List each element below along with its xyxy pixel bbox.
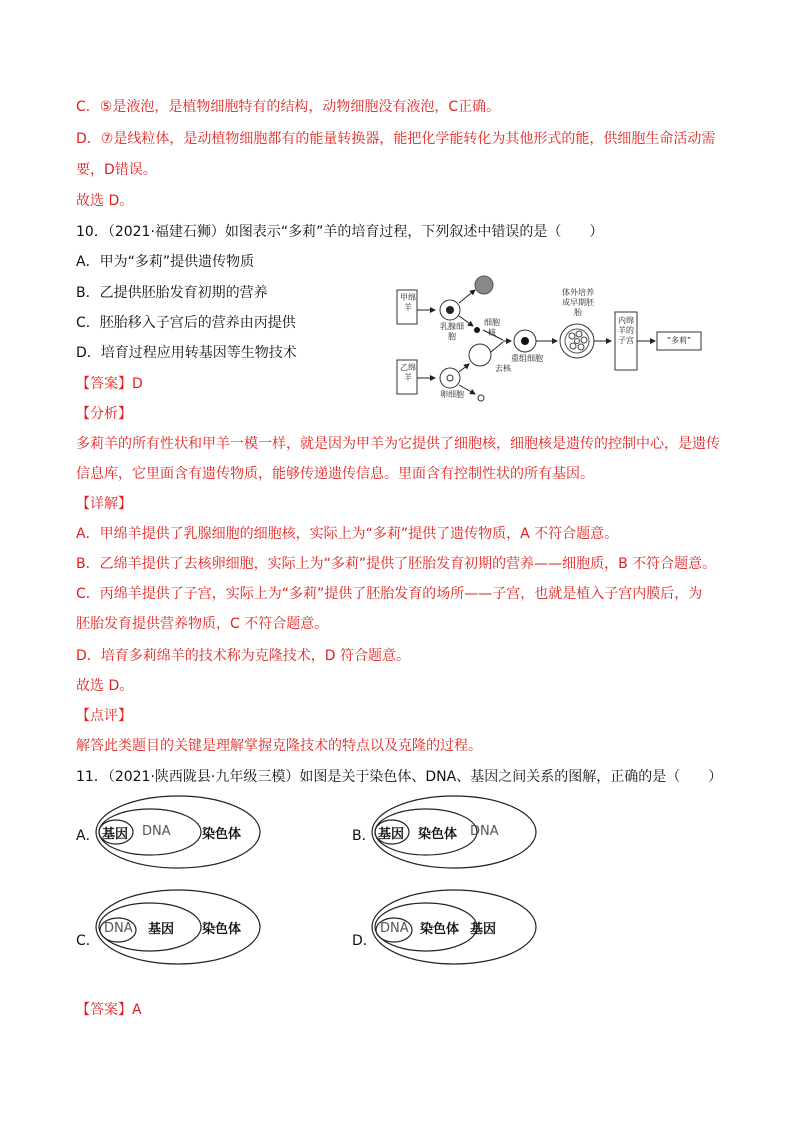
egg-cell-label: 卵细胞 xyxy=(440,390,464,399)
q11-option-c-letter: C． xyxy=(76,933,100,949)
q11-b-middle: 染色体 xyxy=(418,827,458,842)
q10-choose: 故选 D。 xyxy=(76,678,134,694)
q11-answer-tag: 【答案】 xyxy=(76,1002,132,1018)
prev-choose: 故选 D。 xyxy=(76,193,134,209)
q10-detail-c1: C．丙绵羊提供了子宫，实际上为“多莉”提供了胚胎发育的场所——子宫，也就是植入子宫内膜后，为 xyxy=(76,586,703,602)
q11-number: 11． xyxy=(76,769,108,785)
q11-stem: 如图是关于染色体、DNA、基因之间关系的图解，正确的是（ ） xyxy=(299,769,723,785)
q11-option-c-diagram xyxy=(94,888,264,966)
implant-label: 内绵羊的子宫 xyxy=(618,316,634,345)
q11-c-inner: DNA xyxy=(104,921,133,936)
q11-c-outer: 染色体 xyxy=(202,922,242,937)
q10-source: （2021·福建石狮） xyxy=(107,224,225,240)
q10-stem: 如图表示“多莉”羊的培育过程，下列叙述中错误的是（ ） xyxy=(224,224,604,240)
q11-a-middle: DNA xyxy=(142,824,171,839)
prev-option-d-line1: D．⑦是线粒体，是动植物细胞都有的能量转换器，能把化学能转化为其他形式的能，供细胞生命活动需 xyxy=(76,131,716,147)
q11-option-b-diagram xyxy=(370,794,540,870)
q11-c-middle: 基因 xyxy=(148,922,175,937)
q10-option-d: D．培育过程应用转基因等生物技术 xyxy=(76,345,297,361)
q10-answer xyxy=(76,374,143,394)
q11-option-a-letter: A． xyxy=(76,828,100,844)
q11-b-outer: DNA xyxy=(470,824,499,839)
q10-answer-value: D xyxy=(132,376,143,392)
sheep-b-label: 乙绵羊 xyxy=(400,363,416,382)
q10-stem-line xyxy=(76,222,603,242)
q10-option-b: B．乙提供胚胎发育初期的营养 xyxy=(76,285,268,301)
q10-option-c: C．胚胎移入子宫后的营养由丙提供 xyxy=(76,315,296,331)
prev-option-d-line2: 要，D错误。 xyxy=(76,162,157,178)
q11-stem-line xyxy=(76,767,722,787)
q10-analysis-line1: 多莉羊的所有性状和甲羊一模一样，就是因为甲羊为它提供了细胞核，细胞核是遗传的控制中心，是遗传 xyxy=(76,436,720,452)
q11-option-d-diagram xyxy=(370,888,540,966)
q10-answer-tag: 【答案】 xyxy=(76,376,132,392)
q10-detail-c2: 胚胎发育提供营养物质，C 不符合题意。 xyxy=(76,616,329,632)
q11-answer xyxy=(76,1000,142,1020)
q10-detail-tag: 【详解】 xyxy=(76,496,132,512)
q11-d-inner: DNA xyxy=(380,921,409,936)
q11-option-d-letter: D． xyxy=(352,933,377,949)
q11-answer-value: A xyxy=(132,1002,142,1018)
q10-comment-tag: 【点评】 xyxy=(76,708,132,724)
nucleus-label: 细胞核 xyxy=(484,318,500,337)
q10-detail-b: B．乙绵羊提供了去核卵细胞，实际上为“多莉”提供了胚胎发育初期的营养——细胞质，B 不符合题意。 xyxy=(76,556,717,572)
q10-option-a: A．甲为“多莉”提供遗传物质 xyxy=(76,254,255,270)
q10-detail-d: D．培育多莉绵羊的技术称为克隆技术，D 符合题意。 xyxy=(76,648,411,664)
q10-number: 10． xyxy=(76,224,108,240)
q11-d-middle: 染色体 xyxy=(420,922,460,937)
prev-option-c: C．⑤是液泡，是植物细胞特有的结构，动物细胞没有液泡，C正确。 xyxy=(76,99,501,115)
q10-analysis-line2: 信息库，它里面含有遗传物质，能够传递遗传信息。里面含有控制性状的所有基因。 xyxy=(76,466,594,482)
mammary-cell-label: 乳腺细胞 xyxy=(440,322,464,341)
q11-b-inner: 基因 xyxy=(378,827,405,842)
q11-option-b-letter: B． xyxy=(352,828,376,844)
enucleate-label: 去核 xyxy=(495,364,511,373)
q10-analysis-tag: 【分析】 xyxy=(76,406,132,422)
q11-d-outer: 基因 xyxy=(470,922,497,937)
culture-label: 体外培养成早期胚胎 xyxy=(562,288,594,317)
q11-a-inner: 基因 xyxy=(102,827,129,842)
dolly-cloning-diagram xyxy=(395,268,715,408)
q10-detail-a: A．甲绵羊提供了乳腺细胞的细胞核，实际上为“多莉”提供了遗传物质，A 不符合题意。 xyxy=(76,526,619,542)
q11-option-a-diagram xyxy=(94,794,264,870)
fusion-cell-label: 重组细胞 xyxy=(511,354,543,363)
q11-source: （2021·陕西陇县·九年级三模） xyxy=(107,769,300,785)
q10-comment: 解答此类题目的关键是理解掌握克隆技术的特点以及克隆的过程。 xyxy=(76,738,482,754)
dolly-label: “多莉” xyxy=(666,336,692,345)
sheep-a-label: 甲绵羊 xyxy=(400,293,416,312)
q11-a-outer: 染色体 xyxy=(202,827,242,842)
